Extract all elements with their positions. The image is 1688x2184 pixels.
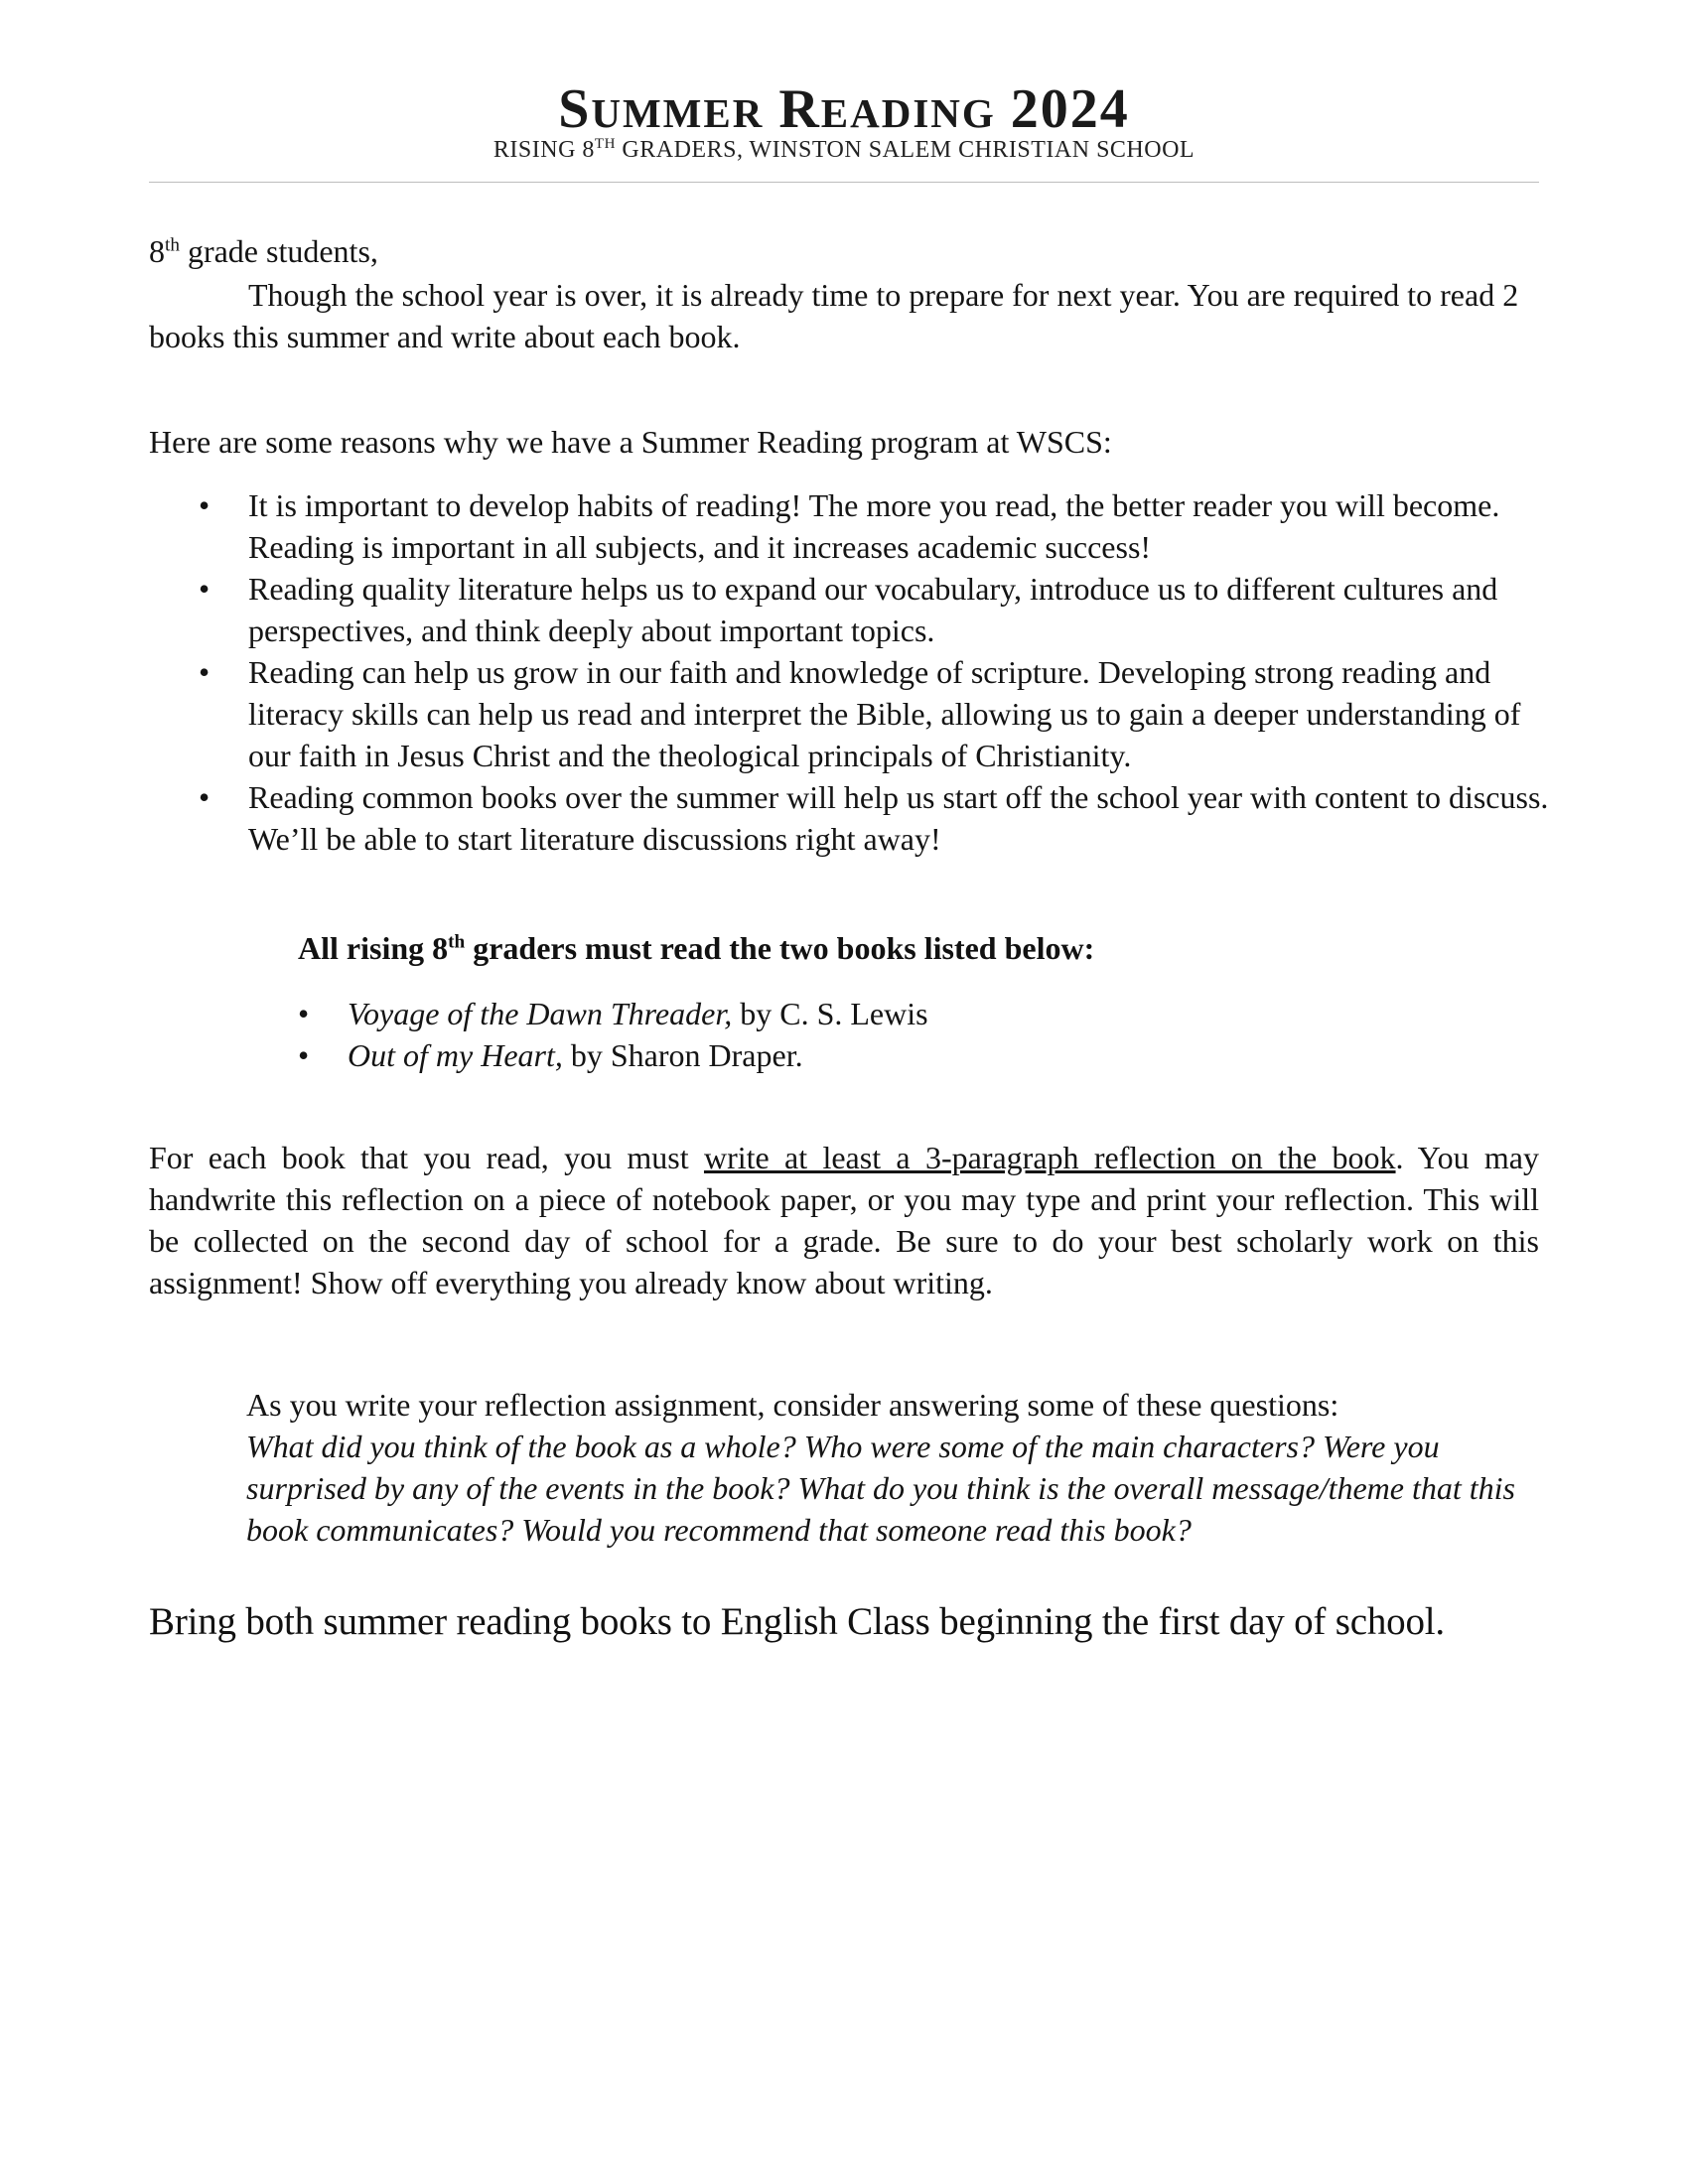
reasons-intro: Here are some reasons why we have a Summer Reading program at WSCS: bbox=[149, 424, 1112, 460]
bullet-icon: • bbox=[298, 1037, 310, 1073]
books-heading-post: graders must read the two books listed below: bbox=[465, 930, 1095, 966]
greeting-sup: th bbox=[165, 234, 180, 256]
books-heading-pre: All rising 8 bbox=[298, 930, 449, 966]
assignment-paragraph bbox=[149, 1137, 1539, 1303]
reasons-list bbox=[149, 484, 1554, 860]
list-item bbox=[298, 1034, 1489, 1076]
list-item bbox=[149, 776, 1554, 860]
assignment-pre: For each book that you read, you must bbox=[149, 1140, 704, 1175]
book-title: Out of my Heart, bbox=[348, 1037, 563, 1073]
books-heading bbox=[298, 927, 1489, 969]
list-item bbox=[298, 993, 1489, 1034]
books-heading-sup: th bbox=[448, 931, 466, 953]
page-title bbox=[0, 77, 1688, 141]
bullet-icon: • bbox=[199, 571, 211, 607]
bullet-icon: • bbox=[199, 487, 211, 523]
bullet-icon: • bbox=[199, 654, 211, 690]
title-cap-r: R bbox=[778, 78, 821, 140]
book-author: by C. S. Lewis bbox=[732, 996, 928, 1031]
reason-text: Reading can help us grow in our faith and knowledge of scripture. Developing strong reading and literacy skills can help us read and interpret the Bible, allowing us to gain a deeper understanding of our faith in Jesus Christ and the theological principals of Christianity. bbox=[248, 654, 1521, 773]
subtitle-post: GRADERS, WINSTON SALEM CHRISTIAN SCHOOL bbox=[615, 137, 1196, 163]
page-subtitle bbox=[0, 137, 1688, 164]
reason-text: Reading quality literature helps us to expand our vocabulary, introduce us to different cultures and perspectives, and think deeply about important topics. bbox=[248, 571, 1498, 648]
books-list bbox=[298, 993, 1489, 1076]
header-divider bbox=[149, 182, 1539, 183]
title-year: 2024 bbox=[1010, 78, 1130, 140]
greeting-num: 8 bbox=[149, 233, 165, 269]
intro-paragraph: Though the school year is over, it is already time to prepare for next year. You are required to read 2 books this summer and write about each book. bbox=[149, 277, 1519, 354]
reason-text: It is important to develop habits of reading! The more you read, the better reader you will become. Reading is important in all subjects, and it increases academic success! bbox=[248, 487, 1500, 565]
title-cap-s: S bbox=[558, 78, 592, 140]
subtitle-pre: RISING 8 bbox=[492, 137, 595, 163]
book-title: Voyage of the Dawn Threader, bbox=[348, 996, 733, 1031]
greeting-rest: grade students, bbox=[179, 233, 378, 269]
reflection-prompt: As you write your reflection assignment, consider answering some of these questions: bbox=[246, 1387, 1339, 1423]
reason-text: Reading common books over the summer will help us start off the school year with content to discuss. We’ll be able to start literature discussions right away! bbox=[248, 779, 1549, 857]
list-item bbox=[149, 651, 1554, 776]
assignment-requirement: write at least a 3-paragraph reflection on the book bbox=[703, 1140, 1396, 1175]
bullet-icon: • bbox=[298, 996, 310, 1031]
title-word-reading: EADING bbox=[820, 90, 996, 136]
subtitle-sup: TH bbox=[594, 136, 616, 152]
bullet-icon: • bbox=[199, 779, 211, 815]
title-word-summer: UMMER bbox=[591, 90, 765, 136]
list-item bbox=[149, 484, 1554, 568]
book-author: by Sharon Draper. bbox=[562, 1037, 803, 1073]
reflection-questions: What did you think of the book as a whole? Who were some of the main characters? Were you surprised by any of the events in the book? What do you think is the overall message/theme that this book communicates? Would you recommend that someone read this book? bbox=[246, 1429, 1515, 1548]
closing-note: Bring both summer reading books to English Class beginning the first day of school. bbox=[149, 1600, 1445, 1643]
list-item bbox=[149, 568, 1554, 651]
assignment-post: . You may handwrite this reflection on a piece of notebook paper, or you may type and print your reflection. This will be collected on the second day of school for a grade. Be sure to do your best scholarly work on this assignment! Show off everything you already know about writing. bbox=[149, 1140, 1540, 1300]
greeting bbox=[149, 230, 1539, 272]
